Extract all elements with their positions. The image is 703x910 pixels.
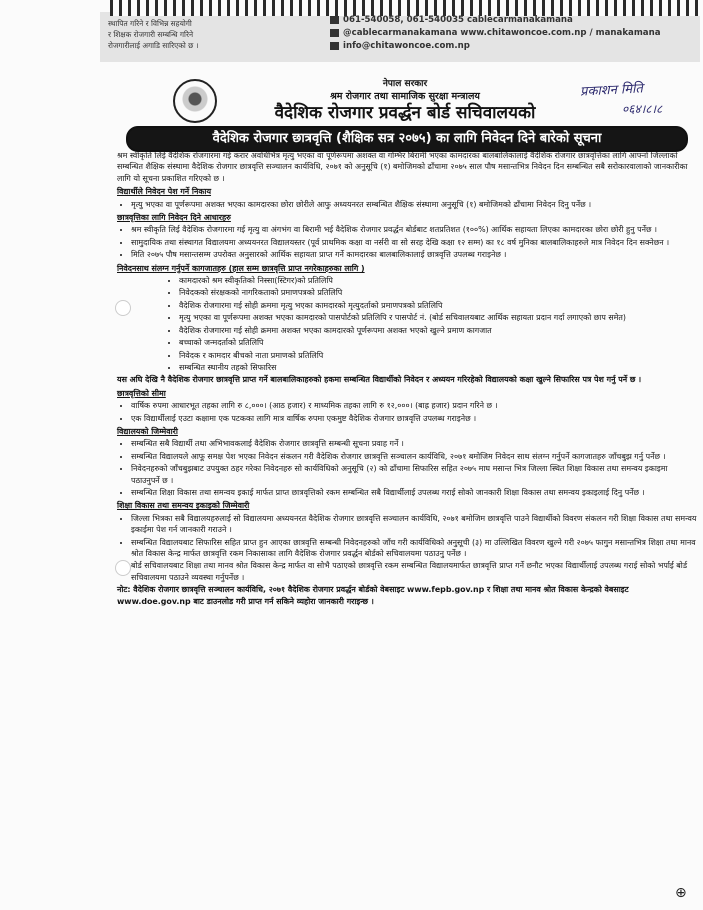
list-item: • श्रम स्वीकृति लिई वैदेशिक रोजगारमा गई मृत्यु वा अंगभंग वा बिरामी भई वैदेशिक रोजगार प्रवर्द्धन बोर्डबाट शतप्रतिशत (१००%) आर्थिक सहायता लिएका कामदारका छोरा छोरी हुनु पर्नेछ । — [131, 224, 697, 235]
snippet-line: स्थापित गरिने र विभिन्न सहयोगी — [108, 19, 192, 28]
section-heading: निवेदनसाथ संलग्न गर्नुपर्ने कागजातहरु (हाल सम्म छात्रवृत्ति प्राप्त नगरेकाहरुका लागि ) — [117, 263, 365, 273]
list-item: • मिति २०७५ पौष मसान्तसम्म उपरोक्त अनुसारको आर्थिक सहायता प्राप्त गर्ने कामदारका बालबालिकालाई छात्रवृत्ति उपलब्ध गराइनेछ । — [131, 249, 697, 260]
list — [117, 438, 697, 498]
list-item: • सम्बन्धित सबै विद्यार्थी तथा अभिभावकलाई वैदेशिक रोजगार छात्रवृत्ति सम्बन्धी सूचना प्रवाह गर्ने । — [131, 438, 697, 449]
office-name: वैदेशिक रोजगार प्रवर्द्धन बोर्ड सचिवालयको — [274, 103, 536, 123]
snippet-line: र शिक्षक रोजगारी सम्बन्धि गरिने — [108, 30, 194, 39]
list-item: • सम्बन्धित स्थानीय तहको सिफारिस — [179, 362, 697, 373]
notice-body — [117, 150, 697, 608]
facebook-icon — [330, 29, 339, 37]
list-item: • कामदारको श्रम स्वीकृतिको निस्सा(स्टिगर)को प्रतिलिपि — [179, 275, 697, 286]
section-heading: शिक्षा विकास तथा समन्वय इकाइको जिम्मेवारी — [117, 501, 250, 511]
handwritten-date: ०६४।८।८ — [622, 102, 663, 116]
mail-icon — [330, 42, 339, 50]
list-item: • निवेदक र कामदार बीचको नाता प्रमाणको प्रतिलिपि — [179, 350, 697, 361]
list — [117, 400, 697, 424]
phone-icon — [330, 16, 339, 24]
list-item: • सम्बन्धित विद्यालयबाट सिफारिस सहित प्राप्त हुन आएका छात्रवृत्ति सम्बन्धी निवेदनहरुको जाँच गरी कार्यविधिको अनुसूची (३) मा उल्लिखित विवरण खुल्ने गरी २०७५ फागुन मसान्तभित्र शिक्षा तथा मानव श्रोत विकास केन्द्र मार्फत छात्रवृत्ति रकम निकासाका लागि वैदेशिक रोजगार प्रवर्द्धन बोर्डको सचिवालयमा पठाउनु पर्नेछ । — [131, 537, 697, 560]
ad-line: info@chitawoncoe.com.np — [343, 41, 470, 51]
list-item: • मृत्यु भएका वा पूर्णरूपमा अशक्त भएका कामदारका छोरा छोरीले आफु अध्ययनरत सम्बन्धित शैक्षिक संस्थामा अनुसूचि (१) बमोजिमको ढाँचामा निवेदन दिनु पर्नेछ । — [131, 199, 697, 210]
punch-hole — [115, 560, 131, 576]
section-heading: छात्रवृत्तिको सीमा — [117, 388, 166, 398]
list-item: • एक विद्यार्थीलाई एउटा कक्षामा एक पटकका लागि मात्र वार्षिक रुपमा एकमुष्ट वैदेशिक रोजगार छात्रवृत्ति उपलब्ध गराइनेछ । — [131, 413, 697, 424]
section-heading: विद्यालयको जिम्मेवारी — [117, 426, 178, 436]
registration-mark-icon: ⊕ — [675, 885, 687, 901]
list-item: • बच्चाको जन्मदर्ताको प्रतिलिपि — [179, 337, 697, 348]
list-item: • जिल्ला भित्रका सबै विद्यालयहरुलाई सो विद्यालयमा अध्ययनरत वैदेशिक रोजगार छात्रवृत्ति सञ्चालन कार्यविधि, २०७१ बमोजिम छात्रवृत्ति पाउने विद्यार्थीको विवरण संकलन गरी शिक्षा विकास तथा समन्वय इकाईमा पेश गर्न जानकारी गराउने । — [131, 513, 697, 536]
list-item: • सामुदायिक तथा संस्थागत विद्यालयमा अध्ययनरत विद्यालयस्तर (पूर्व प्राथमिक कक्षा वा नर्सरी वा सो सरह देखि कक्षा १२ सम्म) का १८ वर्ष मुनिका बालबालिकाहरुले मात्र निवेदन दिन सक्नेछन । — [131, 237, 697, 248]
section-heading: छात्रवृत्तिका लागि निवेदन दिने आधारहरु — [117, 213, 231, 223]
footer-note: नोट: वैदेशिक रोजगार छात्रवृत्ति सञ्चालन कार्यविधि, २०७१ वैदेशिक रोजगार प्रवर्द्धन बोर्डको वेबसाइट www.fepb.gov.np र शिक्षा तथा मानव श्रोत विकास केन्द्रको वेबसाइट www.doe.gov.np बाट डाउनलोड गरी प्राप्त गर्न सकिने व्यहोरा जानकारी गराइन्छ । — [117, 585, 629, 606]
list-item: • सम्बन्धित शिक्षा विकास तथा समन्वय इकाई मार्फत प्राप्त छात्रवृत्तिको रकम सम्बन्धित सबै विद्यार्थीलाई उपलब्ध गराई सोको जानकारी शिक्षा विकास तथा समन्वय इकाइलाई दिनु पर्नेछ । — [131, 487, 697, 498]
list-item: • मृत्यु भएका वा पूर्णरूपमा अशक्त भएका कामदारको पासपोर्टको प्रतिलिपि र पासपोर्ट नं. (बोर्ड सचिवालयबाट आर्थिक सहायता प्रदान गर्दा लगाएको छाप समेत) — [179, 312, 697, 323]
top-right-ad — [330, 14, 700, 53]
list-item: • सम्बन्धित विद्यालयले आफू समक्ष पेश भएका निवेदन संकलन गरी वैदेशिक रोजगार छात्रवृत्ति सञ्चालन कार्यविधि, २०७१ बमोजिम निवेदन साथ संलग्न गर्नुपर्ने कागजातहरु जाँचबुझ गर्नु पर्नेछ । — [131, 451, 697, 462]
punch-hole — [115, 300, 131, 316]
ad-line: 061-540058, 061-540035 cablecarmanakamana — [343, 15, 573, 25]
list — [117, 513, 697, 583]
top-left-snippet — [108, 18, 238, 51]
list — [117, 224, 697, 260]
notice-header — [110, 78, 700, 124]
intro-paragraph: श्रम स्वीकृति लिई वैदेशिक रोजगारमा गई करार अवधिभित्र मृत्यु भएका वा पूर्णरूपमा अशक्त वा गम्भिर बिरामी भएका कामदारका बालबालिकालाई वैदेशिक रोजगार छात्रवृत्तिका लागि आफ्नो जिल्लाको सम्बन्धित शैक्षिक संस्थामा वैदेशिक रोजगार छात्रवृत्ति सञ्चालन कार्यविधि, २०७१ को अनुसूचि (१) बमोजिमको ढाँचामा २०७५ साल पौष मसान्तभित्र निवेदन दिन सम्बन्धित सबै सरोकारवालाको जानकारीका लागि यो सूचना प्रकाशित गरिएको छ । — [117, 151, 688, 183]
ad-line: @cablecarmanakamana www.chitawoncoe.com.np / manakamana — [343, 28, 661, 38]
gov-name: नेपाल सरकार — [382, 79, 428, 89]
list — [117, 275, 697, 373]
list-item: • निवेदकको संरक्षकको नागरिकताको प्रमाणपत्रको प्रतिलिपि — [179, 287, 697, 298]
list-item: • वैदेशिक रोजगारमा गई सोही क्रममा अशक्त भएका कामदारको पूर्णरूपमा अशक्त भएको खुल्ने प्रमाण कागजात — [179, 325, 697, 336]
list-item: • बोर्ड सचिवालयबाट शिक्षा तथा मानव श्रोत विकास केन्द्र मार्फत वा सोभै पठाएको छात्रवृत्ति रकम सम्बन्धित विद्यालयमार्फत छात्रवृत्ति प्राप्त गर्ने छनौट भएका विद्यार्थीलाई उपलब्ध गराई सोको भर्पाई बोर्ड सचिवालयमा पठाउने व्यवस्था गर्नुपर्नेछ । — [131, 560, 697, 583]
list — [117, 199, 697, 210]
notice-title-banner: वैदेशिक रोजगार छात्रवृत्ति (शैक्षिक सत्र २०७५) का लागि निवेदन दिने बारेको सूचना — [126, 126, 688, 152]
section-heading: विद्यार्थीले निवेदन पेश गर्ने निकाय — [117, 187, 212, 197]
list-item: • वार्षिक रुपमा आधारभूत तहका लागि रु ८,०००। (आठ हजार) र माध्यमिक तहका लागि रु १२,०००। (बाह्र हजार) प्रदान गरिने छ । — [131, 400, 697, 411]
handwritten-note: प्रकाशन मिति — [579, 81, 644, 100]
existing-recipients-note: यस अघि देखि नै वैदेशिक रोजगार छात्रवृत्ति प्राप्त गर्ने बालबालिकाहरुको हकमा सम्बन्धित विद्यार्थीको निवेदन र अध्ययन गरिरहेको विद्यालयको कक्षा खुल्ने सिफारिस पत्र पेश गर्नु पर्ने छ । — [117, 375, 642, 385]
list-item: • निवेदनहरुको जाँचबुझबाट उपयुक्त ठहर गरेका निवेदनहरु सो कार्यविधिको अनुसूचि (२) को ढाँचामा सिफारिस सहित २०७५ माघ मसान्त भित्र जिल्ला स्थित शिक्षा विकास तथा समन्वय इकाइमा पठाउनुपर्ने छ । — [131, 463, 697, 486]
snippet-line: रोजगारीलाई अगाडि सारिएको छ । — [108, 41, 199, 50]
list-item: • वैदेशिक रोजगारमा गई सोही क्रममा मृत्यु भएका कामदारको मृत्युदर्ताको प्रमाणपत्रको प्रतिलिपि — [179, 300, 697, 311]
ministry-name: श्रम रोजगार तथा सामाजिक सुरक्षा मन्त्रालय — [330, 91, 480, 102]
